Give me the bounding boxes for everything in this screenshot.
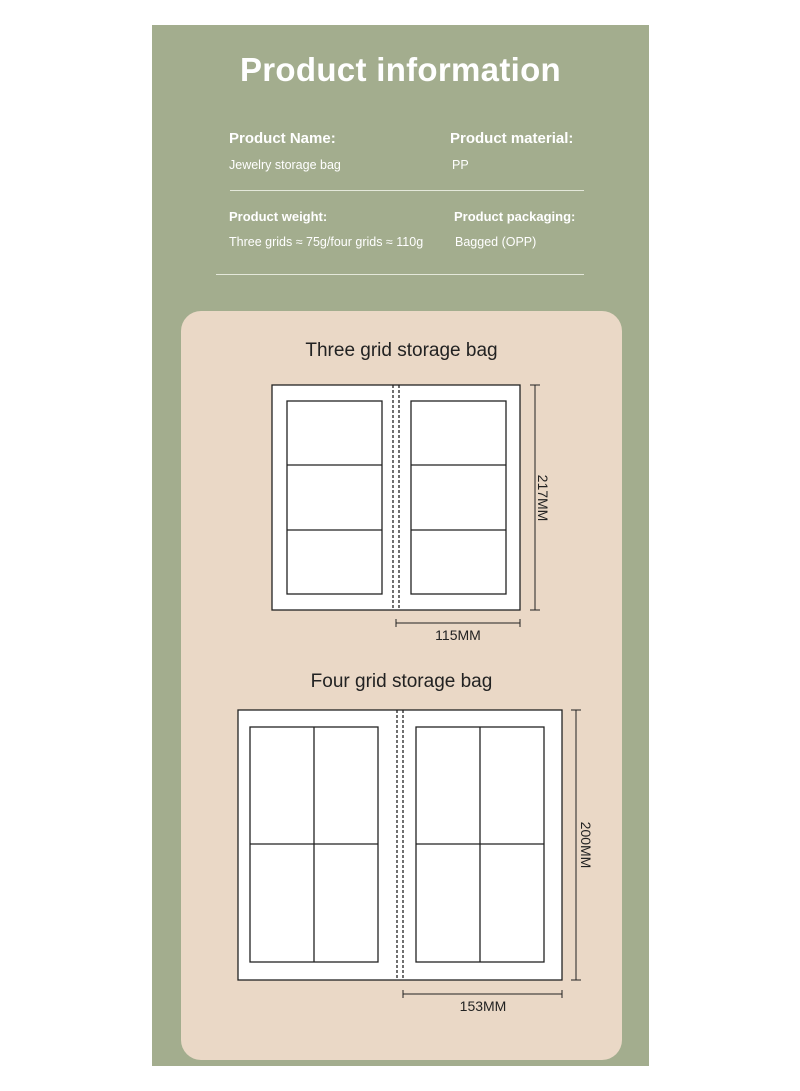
product-packaging-label: Product packaging:: [454, 209, 576, 224]
diagram-svg: [181, 311, 622, 1060]
four-grid-title: Four grid storage bag: [310, 671, 493, 692]
four-grid-width-label: 153MM: [459, 998, 507, 1014]
four-grid-bag: [238, 710, 594, 1014]
divider-top: [230, 190, 584, 191]
four-grid-height-label: 200MM: [578, 821, 594, 869]
three-grid-width-label: 115MM: [435, 627, 481, 643]
product-material-value: PP: [452, 158, 469, 172]
divider-bottom: [216, 274, 584, 275]
product-material-label: Product material:: [450, 130, 574, 147]
three-grid-height-label: 217MM: [535, 474, 551, 522]
three-grid-bag: [272, 385, 551, 643]
product-weight-label: Product weight:: [229, 209, 328, 224]
product-name-value: Jewelry storage bag: [229, 158, 341, 172]
product-weight-value: Three grids ≈ 75g/four grids ≈ 110g: [229, 235, 424, 249]
product-packaging-value: Bagged (OPP): [455, 235, 537, 249]
three-grid-title: Three grid storage bag: [305, 340, 498, 361]
product-name-label: Product Name:: [229, 130, 336, 147]
page-title: Product information: [239, 51, 562, 88]
four-grid-outline: [238, 710, 562, 980]
three-grid-outline: [272, 385, 520, 610]
dimensions-card: [181, 311, 622, 1060]
